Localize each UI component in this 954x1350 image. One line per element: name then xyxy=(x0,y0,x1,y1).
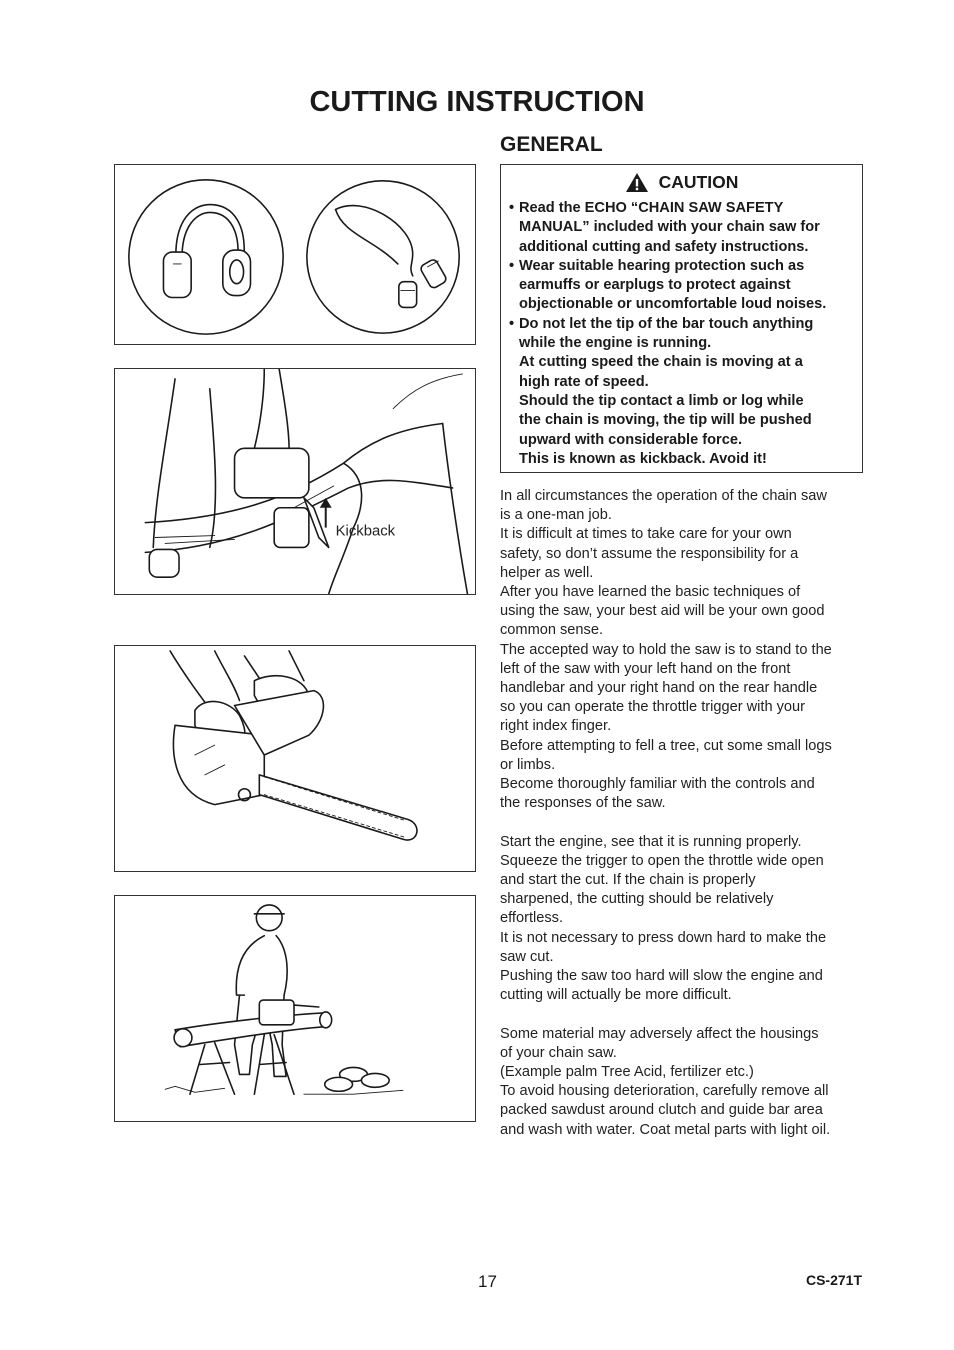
section-title: GENERAL xyxy=(500,133,603,156)
body-line: sharpened, the cutting should be relatively xyxy=(500,891,774,908)
body-line: It is not necessary to press down hard to make the xyxy=(500,929,827,946)
caution-list xyxy=(509,199,854,469)
body-line: common sense. xyxy=(500,622,604,639)
body-line: Some material may adversely affect the housings xyxy=(500,1025,819,1042)
body-line: (Example palm Tree Acid, fertilizer etc.) xyxy=(500,1064,754,1081)
paragraph-gap xyxy=(500,813,868,832)
body-line: effortless. xyxy=(500,910,563,927)
body-line: It is difficult at times to take care for your own xyxy=(500,526,792,543)
body-line: handlebar and your right hand on the rear handle xyxy=(500,680,818,697)
body-line: and wash with water. Coat metal parts with light oil. xyxy=(500,1121,831,1138)
body-line: cutting will actually be more difficult. xyxy=(500,987,732,1004)
body-line: Before attempting to fell a tree, cut some small logs xyxy=(500,737,832,754)
body-line: helper as well. xyxy=(500,564,594,581)
kickback-figure xyxy=(114,368,476,595)
caution-heading: CAUTION xyxy=(658,172,739,192)
body-line: Squeeze the trigger to open the throttle wide open xyxy=(500,852,824,869)
body-line: safety, so don’t assume the responsibility for a xyxy=(500,545,799,562)
warning-triangle-icon xyxy=(625,172,649,193)
body-line: saw cut. xyxy=(500,948,554,965)
earplugs-icon xyxy=(336,206,448,308)
body-line: packed sawdust around clutch and guide bar area xyxy=(500,1102,823,1119)
body-line: Start the engine, see that it is running properly. xyxy=(500,833,802,850)
sawhorse-cutting-figure xyxy=(114,895,476,1122)
page-number: 17 xyxy=(478,1272,497,1291)
body-line: the responses of the saw. xyxy=(500,795,666,812)
body-line: Pushing the saw too hard will slow the engine and xyxy=(500,968,823,985)
earmuffs-icon xyxy=(163,205,250,298)
body-line: using the saw, your best aid will be your own good xyxy=(500,603,825,620)
caution-item: • Do not let the tip of the bar touch anything while the engine is running. At cutting speed the chain is moving at a high rate of speed. Should the tip contact a limb or log while the chain is moving, the tip will be pushed upward with considerable force. This is known as kickback. Avoid it! xyxy=(509,315,854,469)
body-line: or limbs. xyxy=(500,756,556,773)
caution-box xyxy=(500,164,863,473)
body-line: After you have learned the basic techniques of xyxy=(500,584,801,601)
body-line: In all circumstances the operation of the chain saw xyxy=(500,488,827,504)
body-line: Become thoroughly familiar with the controls and xyxy=(500,776,815,793)
body-line: To avoid housing deterioration, carefully remove all xyxy=(500,1083,829,1100)
body-text xyxy=(500,487,868,1140)
kickback-label: Kickback xyxy=(335,523,396,540)
body-line: is a one-man job. xyxy=(500,507,612,524)
model-number: CS-271T xyxy=(805,1272,862,1288)
body-line: The accepted way to hold the saw is to stand to the xyxy=(500,641,832,658)
paragraph-gap xyxy=(500,1005,868,1024)
page-title: CUTTING INSTRUCTION xyxy=(309,86,645,118)
body-line: of your chain saw. xyxy=(500,1044,617,1061)
caution-item: • Wear suitable hearing protection such as earmuffs or earplugs to protect against objectionable or uncomfortable loud noises. xyxy=(509,257,854,315)
holding-saw-figure xyxy=(114,645,476,872)
caution-item: • Read the ECHO “CHAIN SAW SAFETY MANUAL” included with your chain saw for additional cutting and safety instructions. xyxy=(509,199,854,257)
body-line: so you can operate the throttle trigger with your xyxy=(500,699,806,716)
body-line: right index finger. xyxy=(500,718,612,735)
body-line: left of the saw with your left hand on the front xyxy=(500,660,791,677)
body-line: and start the cut. If the chain is properly xyxy=(500,872,756,889)
hearing-protection-figure xyxy=(114,164,476,345)
